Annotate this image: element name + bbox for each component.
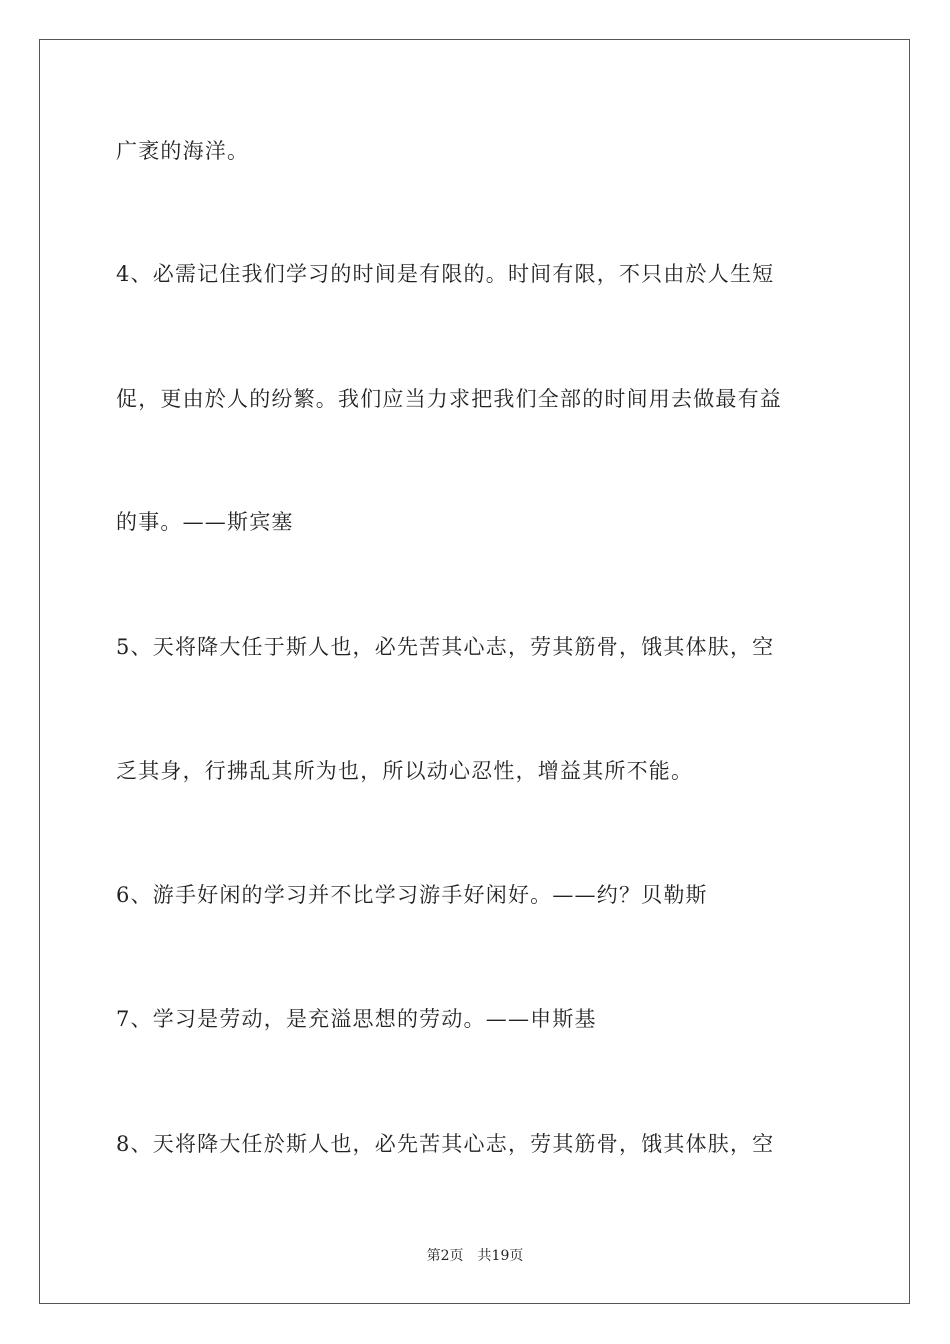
text-line-6: 乏其身，行拂乱其所为也，所以动心忍性，增益其所不能。 — [116, 759, 694, 783]
text-line-1: 广袤的海洋。 — [116, 139, 250, 163]
text-line-5: 5、天将降大任于斯人也，必先苦其心志，劳其筋骨，饿其体肤，空 — [116, 635, 775, 659]
text-line-8: 7、学习是劳动，是充溢思想的劳动。——申斯基 — [116, 1007, 597, 1031]
text-line-4: 的事。——斯宾塞 — [116, 510, 294, 534]
text-line-7: 6、游手好闲的学习并不比学习游手好闲好。——约？贝勒斯 — [116, 883, 708, 907]
page-number-footer: 第2页 共19页 — [426, 1248, 524, 1264]
text-line-2: 4、必需记住我们学习的时间是有限的。时间有限，不只由於人生短 — [116, 262, 775, 286]
text-line-3: 促，更由於人的纷繁。我们应当力求把我们全部的时间用去做最有益 — [116, 387, 782, 411]
page-border — [39, 39, 910, 1304]
text-line-9: 8、天将降大任於斯人也，必先苦其心志，劳其筋骨，饿其体肤，空 — [116, 1132, 775, 1156]
